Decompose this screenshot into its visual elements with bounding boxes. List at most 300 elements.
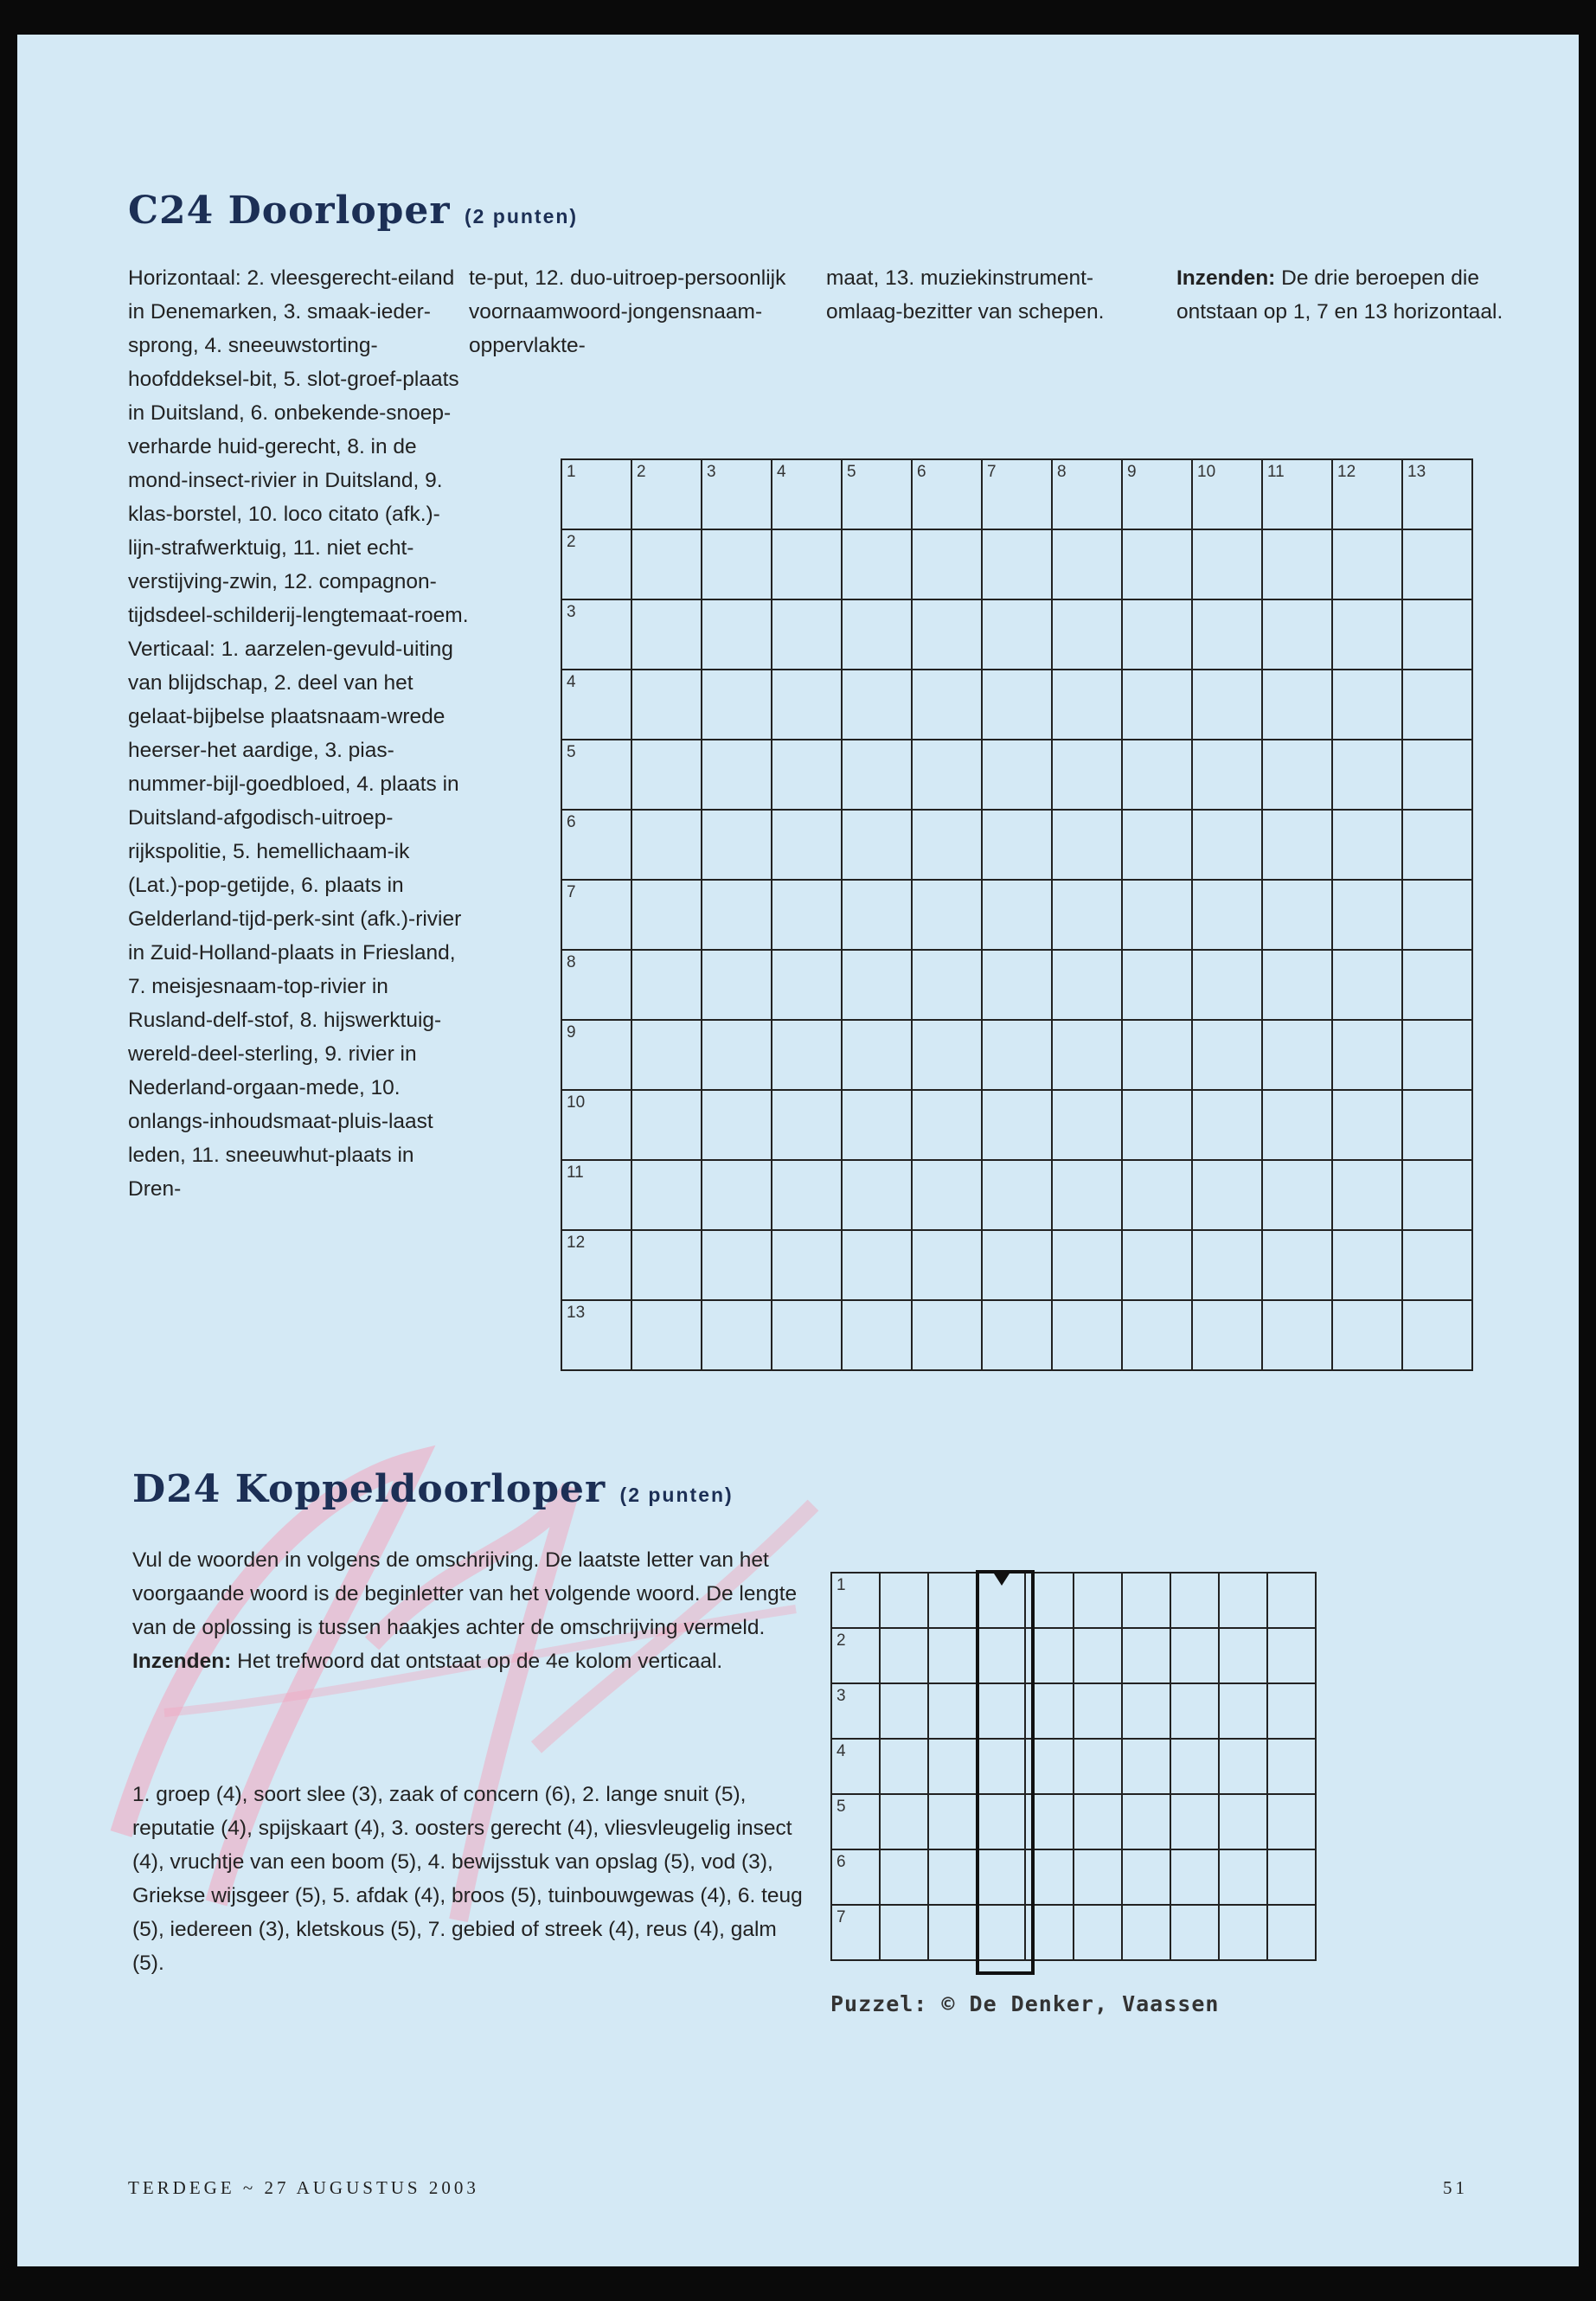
c24-grid-cell[interactable] — [772, 1300, 842, 1370]
d24-grid-cell[interactable] — [1170, 1905, 1219, 1960]
c24-grid-cell[interactable] — [702, 599, 772, 670]
d24-grid-cell[interactable] — [831, 1794, 880, 1849]
c24-grid-cell[interactable] — [1402, 1230, 1472, 1300]
d24-grid-cell[interactable] — [928, 1573, 977, 1628]
d24-instructions — [132, 1543, 807, 1678]
d24-grid-cell[interactable] — [831, 1849, 880, 1905]
d24-grid-cell[interactable] — [1170, 1794, 1219, 1849]
c24-grid-cell[interactable] — [631, 529, 702, 599]
c24-grid-cell[interactable] — [1122, 529, 1192, 599]
c24-grid-cell[interactable] — [1262, 950, 1332, 1020]
c24-grid-cell[interactable] — [842, 1020, 912, 1090]
c24-grid-cell[interactable] — [772, 1160, 842, 1230]
c24-grid-cell[interactable] — [1052, 1300, 1122, 1370]
c24-grid-cell[interactable] — [1052, 459, 1122, 529]
c24-grid-cell[interactable] — [702, 1300, 772, 1370]
c24-grid-cell[interactable] — [982, 529, 1052, 599]
d24-submit-label: Inzenden: — [132, 1650, 232, 1673]
c24-grid-cell[interactable] — [1332, 599, 1402, 670]
c24-grid-cell[interactable] — [1402, 1160, 1472, 1230]
d24-grid-cell[interactable] — [1074, 1905, 1122, 1960]
c24-grid-cell[interactable] — [1262, 1160, 1332, 1230]
c24-clues-col1: Horizontaal: 2. vleesgerecht-eiland in Denemarken, 3. smaak-ieder-sprong, 4. sneeuwstorting-hoofddeksel-bit, 5. slot-groef-plaats in Duitsland, 6. onbekende-snoep-verharde huid-gerecht, 8. in de mond-insect-rivier in Duitsland, 9. klas-borstel, 10. loco citato (afk.)-lijn-strafwerktuig, 11. niet echt-verstijving-zwin, 12. compagnon-tijdsdeel-schilderij-lengtemaat-roem. Verticaal: 1. aarzelen-gevuld-uiting van blijdschap, 2. deel van het gelaat-bijbelse plaatsnaam-wrede heerser-het aardige, 3. pias-nummer-bijl-goedbloed, 4. plaats in Duitsland-afgodisch-uitroep-rijkspolitie, 5. hemellichaam-ik (Lat.)-pop-getijde, 6. plaats in Gelderland-tijd-perk-sint (afk.)-rivier in Zuid-Holland-plaats in Friesland, 7. meisjesnaam-top-rivier in Rusland-delf-stof, 8. hijswerktuig-wereld-deel-sterling, 9. rivier in Nederland-orgaan-mede, 10. onlangs-inhoudsmaat-pluis-laast leden, 11. sneeuwhut-plaats in Dren- — [128, 266, 469, 1201]
d24-grid-cell[interactable] — [831, 1739, 880, 1794]
c24-grid-cell[interactable] — [561, 459, 631, 529]
c24-grid-cell[interactable] — [561, 529, 631, 599]
d24-grid-cell[interactable] — [1219, 1628, 1267, 1683]
c24-grid-row — [561, 950, 1472, 1020]
c24-grid-cell[interactable] — [1192, 1300, 1262, 1370]
d24-grid-cell[interactable] — [1074, 1628, 1122, 1683]
d24-grid-cell[interactable] — [880, 1794, 928, 1849]
d24-submit-text: Het trefwoord dat ontstaat op de 4e kolom verticaal. — [231, 1650, 723, 1673]
c24-grid-cell[interactable] — [1192, 810, 1262, 880]
d24-grid-cell[interactable] — [1122, 1794, 1170, 1849]
c24-grid-cell[interactable] — [1262, 810, 1332, 880]
c24-grid-cell[interactable] — [561, 1090, 631, 1160]
d24-grid-cell[interactable] — [880, 1573, 928, 1628]
d24-crossword-grid — [830, 1572, 1317, 1961]
c24-grid-cell[interactable] — [1052, 810, 1122, 880]
c24-grid-cell[interactable] — [1122, 1020, 1192, 1090]
d24-title: D24 Koppeldoorloper — [132, 1467, 606, 1511]
cell-number: 1 — [836, 1576, 846, 1594]
c24-points: (2 punten) — [464, 205, 579, 228]
c24-grid-cell[interactable] — [631, 1230, 702, 1300]
cell-number: 2 — [836, 1631, 846, 1650]
c24-grid-cell[interactable] — [982, 1230, 1052, 1300]
c24-submit-label: Inzenden: — [1176, 266, 1276, 290]
c24-grid-cell[interactable] — [631, 950, 702, 1020]
c24-grid-cell[interactable] — [1402, 880, 1472, 950]
d24-grid-cell[interactable] — [1122, 1683, 1170, 1739]
c24-grid-cell[interactable] — [1402, 950, 1472, 1020]
c24-grid-cell[interactable] — [1192, 599, 1262, 670]
cell-number: 11 — [567, 1163, 584, 1182]
d24-points: (2 punten) — [619, 1484, 734, 1506]
c24-grid-cell[interactable] — [702, 810, 772, 880]
d24-grid-cell[interactable] — [1219, 1573, 1267, 1628]
c24-grid-row — [561, 740, 1472, 810]
c24-grid-cell[interactable] — [1402, 670, 1472, 740]
c24-grid-cell[interactable] — [631, 880, 702, 950]
c24-grid-cell[interactable] — [912, 1020, 982, 1090]
d24-heading — [132, 1467, 734, 1511]
cell-number: 5 — [847, 463, 856, 481]
c24-grid-cell[interactable] — [1402, 1020, 1472, 1090]
d24-grid-cell[interactable] — [880, 1739, 928, 1794]
c24-grid-cell[interactable] — [982, 1160, 1052, 1230]
c24-grid-cell[interactable] — [561, 810, 631, 880]
c24-grid-cell[interactable] — [1052, 1020, 1122, 1090]
c24-grid-cell[interactable] — [1192, 670, 1262, 740]
c24-grid-cell[interactable] — [702, 950, 772, 1020]
cell-number: 2 — [567, 533, 576, 551]
c24-clues-col3: maat, 13. muziekinstrument-omlaag-bezitter van schepen. — [826, 266, 1105, 324]
c24-grid-row — [561, 1090, 1472, 1160]
d24-grid-cell[interactable] — [1267, 1849, 1316, 1905]
d24-grid-row — [831, 1739, 1316, 1794]
cell-number: 3 — [836, 1687, 846, 1705]
d24-grid-cell[interactable] — [928, 1849, 977, 1905]
c24-grid-cell[interactable] — [842, 1160, 912, 1230]
c24-grid-cell[interactable] — [1332, 950, 1402, 1020]
c24-grid-cell[interactable] — [561, 1230, 631, 1300]
c24-grid-cell[interactable] — [912, 1160, 982, 1230]
d24-grid-cell[interactable] — [1219, 1905, 1267, 1960]
cell-number: 4 — [567, 673, 576, 691]
c24-grid-cell[interactable] — [1332, 740, 1402, 810]
c24-grid-cell[interactable] — [1262, 1020, 1332, 1090]
d24-grid-cell[interactable] — [1170, 1683, 1219, 1739]
c24-grid-cell[interactable] — [912, 670, 982, 740]
d24-grid-cell[interactable] — [880, 1849, 928, 1905]
c24-grid-cell[interactable] — [1192, 1090, 1262, 1160]
c24-grid-cell[interactable] — [1192, 459, 1262, 529]
d24-grid-cell[interactable] — [1219, 1849, 1267, 1905]
c24-grid-cell[interactable] — [982, 459, 1052, 529]
c24-grid-row — [561, 670, 1472, 740]
d24-grid-row — [831, 1683, 1316, 1739]
d24-grid-cell[interactable] — [1122, 1739, 1170, 1794]
c24-grid-cell[interactable] — [702, 1160, 772, 1230]
d24-grid-cell[interactable] — [928, 1683, 977, 1739]
c24-grid-cell[interactable] — [1052, 950, 1122, 1020]
c24-grid-cell[interactable] — [1192, 529, 1262, 599]
cell-number: 13 — [567, 1304, 586, 1322]
c24-grid-cell[interactable] — [912, 529, 982, 599]
c24-grid-row — [561, 459, 1472, 529]
c24-grid-cell[interactable] — [912, 810, 982, 880]
c24-grid-cell[interactable] — [982, 1300, 1052, 1370]
c24-grid-cell[interactable] — [912, 1300, 982, 1370]
c24-grid-cell[interactable] — [842, 1090, 912, 1160]
c24-grid-row — [561, 1300, 1472, 1370]
c24-grid-cell[interactable] — [631, 1090, 702, 1160]
d24-grid-cell[interactable] — [1219, 1794, 1267, 1849]
d24-grid-row — [831, 1628, 1316, 1683]
c24-grid-cell[interactable] — [982, 950, 1052, 1020]
c24-grid-cell[interactable] — [912, 1230, 982, 1300]
c24-submit-instructions — [1176, 261, 1505, 329]
c24-grid-cell[interactable] — [982, 810, 1052, 880]
c24-grid-cell[interactable] — [912, 740, 982, 810]
cell-number: 6 — [567, 813, 576, 831]
c24-grid-cell[interactable] — [842, 810, 912, 880]
c24-grid-cell[interactable] — [1122, 459, 1192, 529]
c24-grid-cell[interactable] — [912, 459, 982, 529]
c24-grid-cell[interactable] — [1052, 1230, 1122, 1300]
cell-number: 12 — [567, 1234, 586, 1252]
c24-grid-cell[interactable] — [1332, 459, 1402, 529]
c24-grid-cell[interactable] — [702, 1230, 772, 1300]
c24-grid-cell[interactable] — [1332, 1230, 1402, 1300]
c24-grid-cell[interactable] — [772, 950, 842, 1020]
c24-grid-cell[interactable] — [842, 880, 912, 950]
c24-grid-cell[interactable] — [772, 810, 842, 880]
d24-grid-cell[interactable] — [880, 1628, 928, 1683]
c24-grid-cell[interactable] — [1122, 740, 1192, 810]
c24-grid-row — [561, 599, 1472, 670]
cell-number: 9 — [1127, 463, 1137, 481]
c24-grid-cell[interactable] — [631, 1300, 702, 1370]
d24-grid-row — [831, 1794, 1316, 1849]
cell-number: 10 — [567, 1093, 586, 1112]
d24-grid-cell[interactable] — [1122, 1849, 1170, 1905]
c24-grid-cell[interactable] — [772, 670, 842, 740]
c24-grid-cell[interactable] — [702, 670, 772, 740]
d24-grid-cell[interactable] — [1122, 1573, 1170, 1628]
c24-crossword-grid — [561, 458, 1473, 1371]
c24-submit-text: De drie beroepen die ontstaan op 1, 7 en 13 horizontaal. — [1176, 266, 1503, 324]
c24-grid-cell[interactable] — [561, 670, 631, 740]
c24-grid-cell[interactable] — [842, 1300, 912, 1370]
c24-grid-cell[interactable] — [1332, 1160, 1402, 1230]
d24-intro: Vul de woorden in volgens de omschrijving. De laatste letter van het voorgaande woord is de beginletter van het volgende woord. De lengte van de oplossing is tussen haakjes achter de omschrijving vermeld. — [132, 1548, 798, 1639]
cell-number: 6 — [917, 463, 926, 481]
c24-grid-cell[interactable] — [1262, 880, 1332, 950]
c24-grid-cell[interactable] — [982, 1090, 1052, 1160]
cell-number: 7 — [836, 1908, 846, 1926]
c24-grid-cell[interactable] — [772, 529, 842, 599]
c24-grid-cell[interactable] — [702, 529, 772, 599]
c24-grid-cell[interactable] — [912, 950, 982, 1020]
c24-grid-cell[interactable] — [1402, 810, 1472, 880]
c24-grid-cell[interactable] — [1052, 740, 1122, 810]
c24-grid-cell[interactable] — [561, 1160, 631, 1230]
c24-grid-cell[interactable] — [842, 529, 912, 599]
c24-grid-cell[interactable] — [631, 810, 702, 880]
d24-grid-cell[interactable] — [928, 1905, 977, 1960]
c24-grid-cell[interactable] — [1402, 740, 1472, 810]
c24-grid-cell[interactable] — [912, 599, 982, 670]
c24-grid-cell[interactable] — [702, 459, 772, 529]
d24-grid-cell[interactable] — [1267, 1573, 1316, 1628]
c24-grid-cell[interactable] — [1122, 1160, 1192, 1230]
c24-grid-cell[interactable] — [1122, 1230, 1192, 1300]
cell-number: 11 — [1267, 463, 1285, 481]
d24-clues: 1. groep (4), soort slee (3), zaak of concern (6), 2. lange snuit (5), reputatie (4), spijskaart (4), 3. oosters gerecht (4), vliesvleugelig insect (4), vruchtje van een boom (5), 4. bewijsstuk van opslag (5), vod (3), Griekse wijsgeer (5), 5. afdak (4), broos (5), tuinbouwgewas (4), 6. teug (5), iedereen (3), kletskous (5), 7. gebied of streek (4), reus (4), galm (5). — [132, 1783, 803, 1975]
c24-grid-cell[interactable] — [912, 880, 982, 950]
c24-grid-cell[interactable] — [1192, 1230, 1262, 1300]
c24-grid-cell[interactable] — [772, 599, 842, 670]
c24-grid-cell[interactable] — [842, 950, 912, 1020]
cell-number: 7 — [987, 463, 997, 481]
c24-grid-cell[interactable] — [1262, 740, 1332, 810]
c24-grid-cell[interactable] — [1262, 599, 1332, 670]
cell-number: 12 — [1337, 463, 1356, 481]
d24-grid-row — [831, 1849, 1316, 1905]
c24-grid-cell[interactable] — [1192, 740, 1262, 810]
d24-grid-cell[interactable] — [1170, 1628, 1219, 1683]
cell-number: 6 — [836, 1853, 846, 1871]
c24-grid-cell[interactable] — [772, 1020, 842, 1090]
c24-grid-cell[interactable] — [1052, 599, 1122, 670]
c24-grid-cell[interactable] — [982, 740, 1052, 810]
c24-heading — [128, 189, 578, 233]
c24-grid-cell[interactable] — [772, 1090, 842, 1160]
c24-grid-cell[interactable] — [1052, 529, 1122, 599]
page-number: 51 — [1443, 2177, 1468, 2198]
d24-grid-row — [831, 1905, 1316, 1960]
c24-grid-cell[interactable] — [1192, 880, 1262, 950]
d24-grid-cell[interactable] — [880, 1683, 928, 1739]
cell-number: 5 — [836, 1798, 846, 1816]
c24-grid-cell[interactable] — [702, 740, 772, 810]
c24-grid-cell[interactable] — [1402, 459, 1472, 529]
cell-number: 13 — [1407, 463, 1426, 481]
c24-grid-cell[interactable] — [561, 1020, 631, 1090]
c24-grid-cell[interactable] — [842, 599, 912, 670]
d24-grid-cell[interactable] — [1267, 1794, 1316, 1849]
c24-grid-cell[interactable] — [1262, 529, 1332, 599]
d24-grid-cell[interactable] — [1170, 1739, 1219, 1794]
c24-grid-cell[interactable] — [702, 880, 772, 950]
c24-grid-row — [561, 880, 1472, 950]
d24-grid-cell[interactable] — [928, 1794, 977, 1849]
c24-grid-cell[interactable] — [1332, 529, 1402, 599]
c24-grid-cell[interactable] — [842, 1230, 912, 1300]
c24-grid-cell[interactable] — [1262, 1230, 1332, 1300]
c24-grid-cell[interactable] — [1122, 810, 1192, 880]
c24-grid-cell[interactable] — [1122, 950, 1192, 1020]
c24-grid-cell[interactable] — [702, 1090, 772, 1160]
d24-grid-cell[interactable] — [1267, 1683, 1316, 1739]
c24-grid-cell[interactable] — [982, 1020, 1052, 1090]
c24-grid-cell[interactable] — [772, 459, 842, 529]
c24-grid-cell[interactable] — [1122, 880, 1192, 950]
c24-grid-cell[interactable] — [1402, 1300, 1472, 1370]
d24-grid-cell[interactable] — [831, 1683, 880, 1739]
c24-grid-cell[interactable] — [1122, 1300, 1192, 1370]
d24-grid-cell[interactable] — [1267, 1628, 1316, 1683]
c24-grid-cell[interactable] — [561, 880, 631, 950]
d24-grid-cell[interactable] — [1170, 1573, 1219, 1628]
c24-grid-cell[interactable] — [1332, 810, 1402, 880]
d24-grid-cell[interactable] — [1170, 1849, 1219, 1905]
d24-grid-cell[interactable] — [928, 1628, 977, 1683]
c24-grid-cell[interactable] — [631, 599, 702, 670]
c24-grid-cell[interactable] — [1052, 1090, 1122, 1160]
d24-grid-cell[interactable] — [928, 1739, 977, 1794]
footer-magazine: TERDEGE ~ 27 AUGUSTUS 2003 — [128, 2177, 479, 2198]
c24-grid-cell[interactable] — [842, 670, 912, 740]
c24-grid-cell[interactable] — [1402, 1090, 1472, 1160]
c24-grid-cell[interactable] — [842, 459, 912, 529]
d24-grid-cell[interactable] — [1074, 1849, 1122, 1905]
c24-grid-cell[interactable] — [1332, 1300, 1402, 1370]
cell-number: 2 — [637, 463, 646, 481]
c24-grid-cell[interactable] — [982, 599, 1052, 670]
c24-grid-cell[interactable] — [1332, 1090, 1402, 1160]
c24-grid-cell[interactable] — [1332, 670, 1402, 740]
c24-grid-cell[interactable] — [631, 1160, 702, 1230]
c24-grid-cell[interactable] — [1332, 1020, 1402, 1090]
c24-grid-cell[interactable] — [982, 880, 1052, 950]
d24-grid-cell[interactable] — [1267, 1905, 1316, 1960]
d24-grid-cell[interactable] — [1267, 1739, 1316, 1794]
c24-grid-cell[interactable] — [561, 1300, 631, 1370]
c24-grid-cell[interactable] — [1262, 1090, 1332, 1160]
d24-grid-cell[interactable] — [1219, 1739, 1267, 1794]
c24-grid-cell[interactable] — [1262, 670, 1332, 740]
cell-number: 4 — [836, 1742, 846, 1760]
d24-grid-cell[interactable] — [1074, 1739, 1122, 1794]
down-arrow-icon — [994, 1574, 1010, 1586]
c24-grid-cell[interactable] — [1402, 529, 1472, 599]
d24-grid-cell[interactable] — [1219, 1683, 1267, 1739]
c24-grid-cell[interactable] — [1052, 670, 1122, 740]
d24-grid-cell[interactable] — [1074, 1794, 1122, 1849]
c24-grid-cell[interactable] — [842, 740, 912, 810]
c24-grid-row — [561, 1020, 1472, 1090]
c24-grid-cell[interactable] — [631, 459, 702, 529]
cell-number: 9 — [567, 1023, 576, 1042]
d24-grid-cell[interactable] — [1122, 1905, 1170, 1960]
c24-grid-row — [561, 529, 1472, 599]
cell-number: 1 — [567, 463, 576, 481]
cell-number: 4 — [777, 463, 786, 481]
c24-grid-cell[interactable] — [1122, 1090, 1192, 1160]
puzzle-credit: Puzzel: © De Denker, Vaassen — [830, 1991, 1220, 2016]
c24-grid-row — [561, 810, 1472, 880]
d24-grid-cell[interactable] — [831, 1573, 880, 1628]
c24-grid-cell[interactable] — [1332, 880, 1402, 950]
d24-grid-cell[interactable] — [1122, 1628, 1170, 1683]
c24-grid-cell[interactable] — [702, 1020, 772, 1090]
c24-grid-cell[interactable] — [561, 950, 631, 1020]
c24-grid-cell[interactable] — [912, 1090, 982, 1160]
c24-title: C24 Doorloper — [128, 189, 451, 233]
c24-grid-cell[interactable] — [561, 740, 631, 810]
cell-number: 10 — [1197, 463, 1216, 481]
cell-number: 3 — [567, 603, 576, 621]
c24-grid-cell[interactable] — [772, 880, 842, 950]
c24-grid-cell[interactable] — [1192, 1020, 1262, 1090]
c24-grid-row — [561, 1160, 1472, 1230]
cell-number: 8 — [567, 953, 576, 971]
c24-grid-cell[interactable] — [561, 599, 631, 670]
d24-grid-cell[interactable] — [1074, 1683, 1122, 1739]
c24-grid-cell[interactable] — [631, 740, 702, 810]
c24-grid-cell[interactable] — [631, 670, 702, 740]
c24-grid-cell[interactable] — [1192, 950, 1262, 1020]
d24-grid-cell[interactable] — [880, 1905, 928, 1960]
c24-grid-cell[interactable] — [1262, 1300, 1332, 1370]
c24-grid-cell[interactable] — [631, 1020, 702, 1090]
c24-grid-row — [561, 1230, 1472, 1300]
c24-clues-col2: te-put, 12. duo-uitroep-persoonlijk voornaamwoord-jongensnaam-oppervlakte- — [469, 266, 786, 357]
c24-grid-cell[interactable] — [1122, 670, 1192, 740]
d24-grid-cell[interactable] — [831, 1905, 880, 1960]
c24-grid-cell[interactable] — [1192, 1160, 1262, 1230]
c24-grid-cell[interactable] — [982, 670, 1052, 740]
c24-grid-cell[interactable] — [1262, 459, 1332, 529]
c24-grid-cell[interactable] — [772, 740, 842, 810]
c24-grid-cell[interactable] — [772, 1230, 842, 1300]
d24-grid-cell[interactable] — [831, 1628, 880, 1683]
magazine-page — [17, 35, 1579, 2266]
c24-grid-cell[interactable] — [1402, 599, 1472, 670]
c24-grid-cell[interactable] — [1052, 1160, 1122, 1230]
d24-keyword-column — [976, 1570, 1035, 1975]
d24-grid-cell[interactable] — [1074, 1573, 1122, 1628]
c24-grid-cell[interactable] — [1122, 599, 1192, 670]
cell-number: 3 — [707, 463, 716, 481]
cell-number: 8 — [1057, 463, 1067, 481]
c24-grid-cell[interactable] — [1052, 880, 1122, 950]
d24-grid-row — [831, 1573, 1316, 1628]
